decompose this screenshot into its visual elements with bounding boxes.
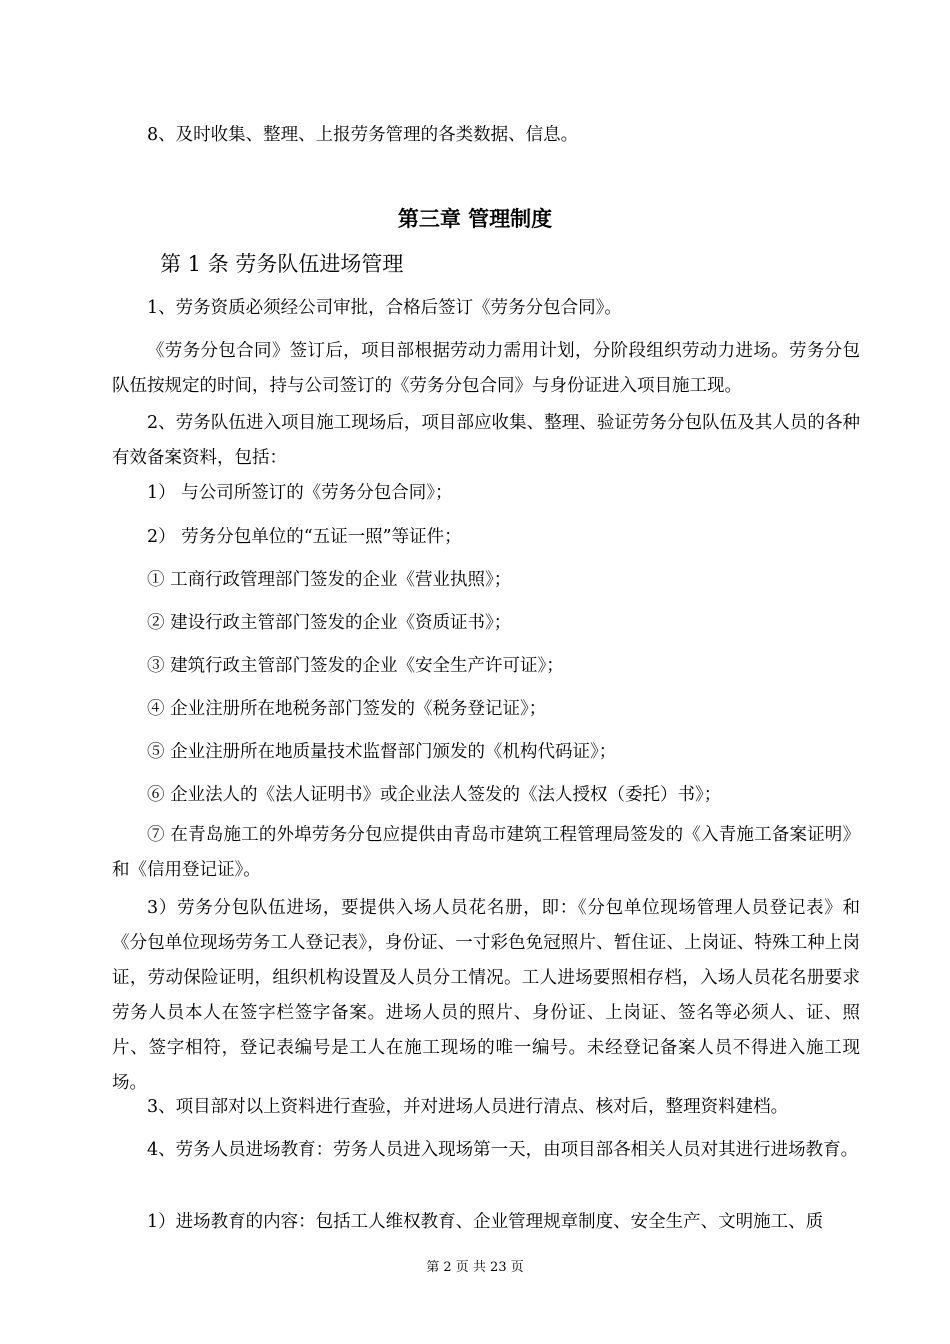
sub-item-2: ② 建设行政主管部门签发的企业《资质证书》；: [147, 613, 512, 633]
paragraph-1: 1、劳务资质必须经公司审批，合格后签订《劳务分包合同》。: [147, 298, 622, 318]
sub-item-4: ④ 企业注册所在地税务部门签发的《税务登记证》；: [147, 699, 547, 719]
article-title: 第 1 条 劳务队伍进场管理: [160, 252, 404, 276]
paragraph-3: 2、劳务队伍进入项目施工现场后，项目部应收集、整理、验证劳务分包队伍及其人员的各种有效备案资料，包括：: [112, 413, 860, 468]
page-footer: 第 2 页 共 23 页: [426, 1260, 524, 1275]
list-item-1: 1） 与公司所签订的《劳务分包合同》；: [147, 483, 453, 503]
paragraph-2: 《劳务分包合同》签订后，项目部根据劳动力需用计划，分阶段组织劳动力进场。劳务分包队伍按规定的时间，持与公司签订的《劳务分包合同》与身份证进入项目施工现。: [112, 341, 860, 396]
paragraph-5: 3）劳务分包队伍进场，要提供入场人员花名册，即：《分包单位现场管理人员登记表》和《分包单位现场劳务工人登记表》，身份证、一寸彩色免冠照片、暂住证、上岗证、特殊工种上岗证，劳动保险证明，组织机构设置及人员分工情况。工人进场要照相存档，入场人员花名册要求劳务人员本人在签字栏签字备案。进场人员的照片、身份证、上岗证、签名等必须人、证、照片、签字相符，登记表编号是工人在施工现场的唯一编号。未经登记备案人员不得进入施工现场。: [112, 898, 860, 1093]
chapter-title: 第三章 管理制度: [397, 207, 553, 231]
sub-item-5: ⑤ 企业注册所在地质量技术监督部门颁发的《机构代码证》；: [147, 742, 617, 762]
sub-item-6: ⑥ 企业法人的《法人证明书》或企业法人签发的《法人授权（委托）书》；: [147, 785, 722, 805]
paragraph-8: 1）进场教育的内容：包括工人维权教育、企业管理规章制度、安全生产、文明施工、质: [147, 1212, 824, 1232]
sub-item-1: ① 工商行政管理部门签发的企业《营业执照》；: [147, 570, 512, 590]
sub-item-3: ③ 建筑行政主管部门签发的企业《安全生产许可证》；: [147, 656, 564, 676]
list-line-8: 8、及时收集、整理、上报劳务管理的各类数据、信息。: [147, 125, 579, 145]
paragraph-7: 4、劳务人员进场教育：劳务人员进入现场第一天，由项目部各相关人员对其进行进场教育。: [147, 1140, 859, 1160]
list-item-2: 2） 劳务分包单位的“五证一照”等证件；: [147, 527, 462, 547]
paragraph-6: 3、项目部对以上资料进行查验，并对进场人员进行清点、核对后，整理资料建档。: [147, 1097, 789, 1117]
paragraph-4: ⑦ 在青岛施工的外埠劳务分包应提供由青岛市建筑工程管理局签发的《入青施工备案证明》和《信用登记证》。: [112, 825, 860, 880]
